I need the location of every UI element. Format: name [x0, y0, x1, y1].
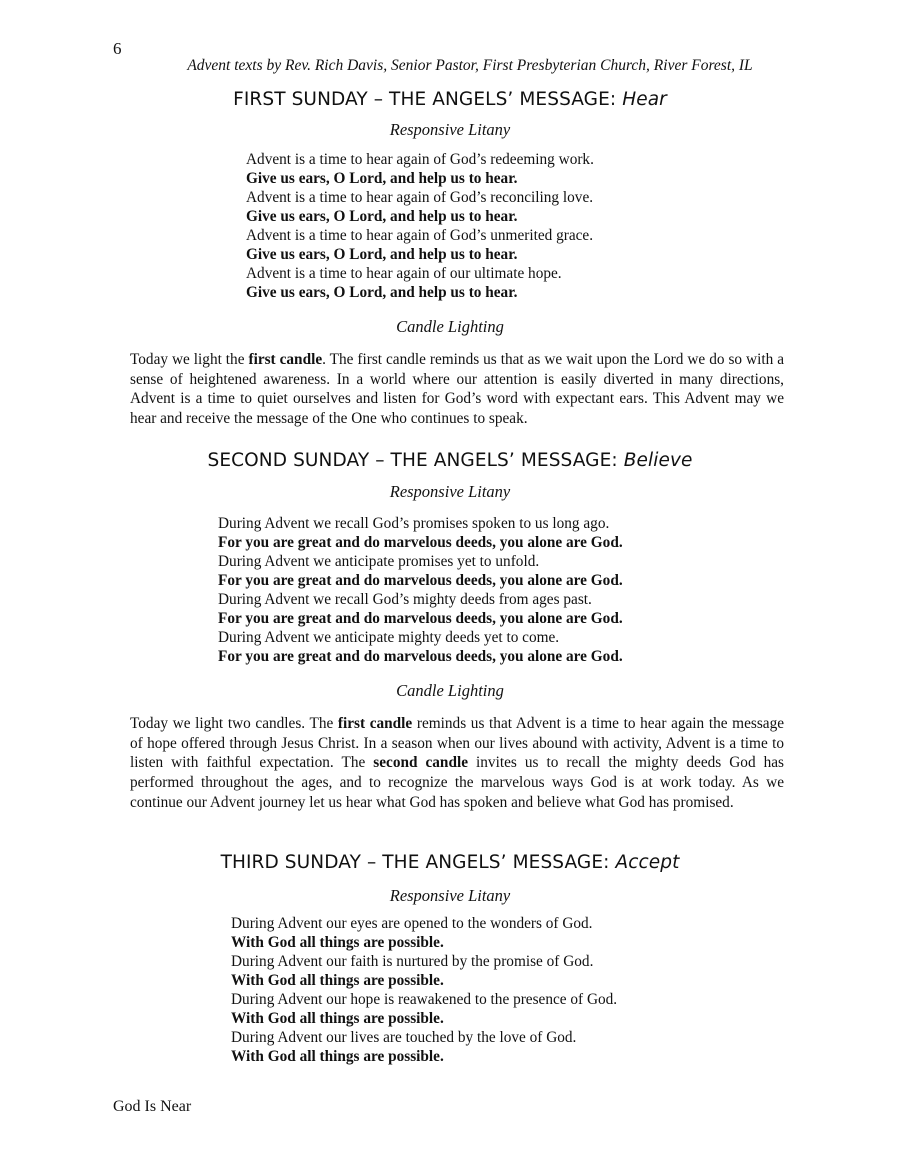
responsive-litany	[246, 150, 594, 302]
heading-keyword: Hear	[622, 89, 667, 110]
litany-response-line: With God all things are possible.	[231, 934, 444, 951]
litany-response-line: Give us ears, O Lord, and help us to hear.	[246, 208, 518, 225]
heading-prefix: SECOND SUNDAY – THE ANGELS’ MESSAGE:	[207, 450, 618, 471]
litany-response-line: For you are great and do marvelous deeds, you alone are God.	[218, 648, 623, 665]
responsive-litany	[231, 914, 617, 1066]
litany-response-line: For you are great and do marvelous deeds, you alone are God.	[218, 534, 623, 551]
litany-response-line: With God all things are possible.	[231, 972, 444, 989]
litany-leader-line: During Advent our faith is nurtured by the promise of God.	[231, 953, 594, 970]
section-heading-first-sunday	[0, 89, 900, 110]
litany-title: Responsive Litany	[389, 886, 511, 905]
litany-response-line: For you are great and do marvelous deeds, you alone are God.	[218, 572, 623, 589]
heading-prefix: THIRD SUNDAY – THE ANGELS’ MESSAGE:	[220, 852, 610, 873]
footer-title: God Is Near	[113, 1098, 192, 1115]
litany-response-line: For you are great and do marvelous deeds, you alone are God.	[218, 610, 623, 627]
litany-leader-line: During Advent our lives are touched by the love of God.	[231, 1029, 577, 1046]
section-heading-third-sunday	[0, 852, 900, 873]
litany-leader-line: During Advent our hope is reawakened to the presence of God.	[231, 991, 618, 1008]
litany-response-line: Give us ears, O Lord, and help us to hear.	[246, 170, 518, 187]
candle-text: invites us to recall the mighty deeds God has performed throughout the ages, and to recognize the marvelous ways God is at work today. As we continue our Advent journey let us hear what God has spoken and believe what God has promised.	[130, 754, 784, 811]
candle-text: . The first candle reminds us that as we wait upon the Lord we do so with a sense of heightened awareness. In a world where our attention is easily diverted in many directions, Advent is a time to quiet ourselves and listen for God’s word with expectant ears. This Advent may we hear and receive the message of the One who continues to speak.	[130, 351, 784, 428]
litany-response-line: Give us ears, O Lord, and help us to hear.	[246, 284, 518, 301]
heading-keyword: Accept	[615, 852, 680, 873]
section-heading-second-sunday	[0, 450, 900, 471]
candle-lighting-paragraph	[130, 714, 784, 813]
litany-leader-line: During Advent we recall God’s mighty deeds from ages past.	[218, 591, 592, 608]
candle-emphasis: first candle	[337, 715, 413, 732]
candle-lighting-paragraph	[130, 350, 784, 429]
candle-text: Today we light two candles. The	[130, 715, 338, 732]
litany-title: Responsive Litany	[389, 482, 511, 501]
heading-keyword: Believe	[623, 450, 693, 471]
candle-lighting-title: Candle Lighting	[396, 317, 504, 336]
litany-response-line: With God all things are possible.	[231, 1048, 444, 1065]
candle-text: reminds us that Advent is a time to hear again the message of hope offered through Jesus Christ. In a season when our lives abound with activity, Advent is a time to listen with faithful expectation. The	[130, 715, 785, 772]
litany-title: Responsive Litany	[389, 120, 511, 139]
candle-emphasis: second candle	[373, 754, 468, 772]
byline: Advent texts by Rev. Rich Davis, Senior Pastor, First Presbyterian Church, River Forest, IL	[187, 57, 753, 74]
litany-leader-line: During Advent we anticipate mighty deeds yet to come.	[218, 629, 560, 646]
heading-prefix: FIRST SUNDAY – THE ANGELS’ MESSAGE:	[233, 89, 617, 110]
page-number: 6	[113, 39, 122, 58]
litany-leader-line: Advent is a time to hear again of God’s reconciling love.	[246, 189, 594, 206]
litany-leader-line: Advent is a time to hear again of our ultimate hope.	[246, 265, 562, 282]
litany-response-line: Give us ears, O Lord, and help us to hear.	[246, 246, 518, 263]
candle-emphasis: first candle	[248, 351, 323, 368]
candle-text: Today we light the	[130, 351, 249, 368]
responsive-litany	[218, 514, 623, 666]
litany-leader-line: Advent is a time to hear again of God’s redeeming work.	[246, 151, 594, 168]
litany-leader-line: Advent is a time to hear again of God’s unmerited grace.	[246, 227, 594, 244]
litany-leader-line: During Advent we anticipate promises yet to unfold.	[218, 553, 540, 570]
candle-lighting-title: Candle Lighting	[396, 681, 504, 700]
litany-leader-line: During Advent we recall God’s promises spoken to us long ago.	[218, 515, 610, 532]
litany-response-line: With God all things are possible.	[231, 1010, 444, 1027]
litany-leader-line: During Advent our eyes are opened to the wonders of God.	[231, 915, 593, 932]
